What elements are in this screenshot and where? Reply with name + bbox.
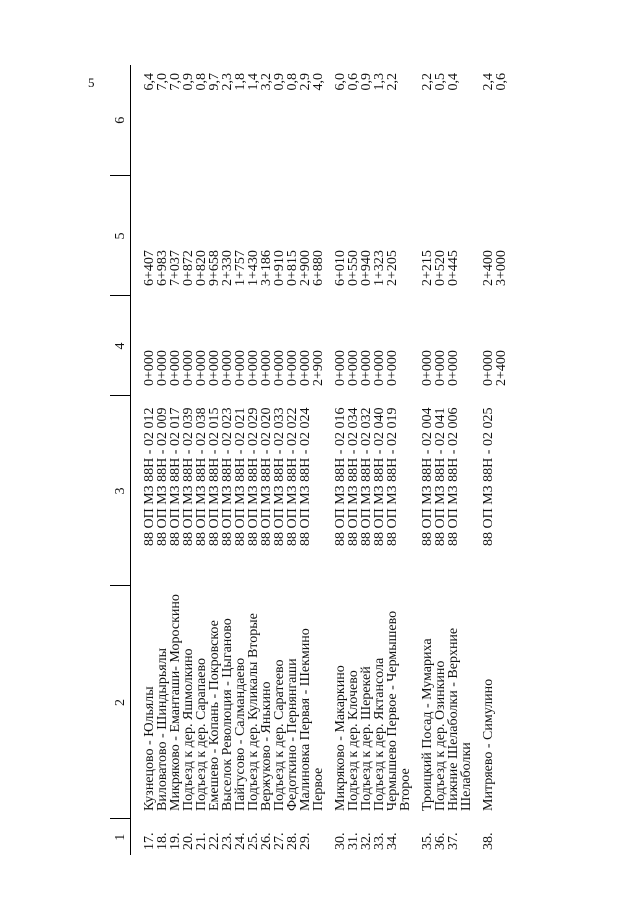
start-km: [131, 296, 157, 396]
page-number: 5: [88, 75, 95, 90]
road-code: 88 ОП МЗ 88Н - 02 022: [285, 407, 300, 546]
road-code: 88 ОП МЗ 88Н - 02 016: [333, 407, 348, 546]
road-name: Чермышево Первое - Чермышево Второе: [385, 610, 413, 811]
road-name: Виловатово - Шиндырьялы: [155, 647, 170, 811]
road-name: Митряево - Симулино: [481, 678, 496, 811]
road-name: Кузнецово - Юльялы: [142, 686, 157, 811]
row-number: 19.: [168, 832, 183, 850]
length-km-value: 0,5: [433, 73, 448, 91]
length-km-value: 6,0: [333, 73, 348, 91]
road-name: Подъезд к дер. Куликалы Вторые: [246, 613, 261, 811]
road-name: Подъезд к дер. Шерекей: [359, 666, 374, 811]
road-code: 88 ОП МЗ 88Н - 02 041: [433, 407, 448, 546]
table-body: [131, 65, 509, 855]
start-km-value: 2+900: [311, 350, 326, 386]
end-km-value: 2+900: [298, 250, 313, 286]
start-km-value: 0+000: [207, 350, 222, 386]
start-km-value: 0+000: [372, 350, 387, 386]
end-km: [473, 176, 508, 296]
row-number: 31.: [346, 832, 361, 850]
end-km: [325, 176, 347, 296]
table-row: [299, 65, 325, 855]
length-km-value: 1,4: [246, 73, 261, 91]
end-km: [447, 176, 473, 296]
road-name: Подъезд к дер. Саратеево: [272, 659, 287, 811]
start-km-value: 0+000: [233, 350, 248, 386]
length-km-value: 2,9: [298, 73, 313, 91]
end-km-value: 2+215: [420, 250, 435, 286]
length-km: [386, 65, 412, 176]
row-number: 18.: [155, 832, 170, 850]
row-number: 21.: [194, 832, 209, 850]
road-code: 88 ОП МЗ 88Н - 02 024: [298, 407, 313, 546]
start-km-value: 0+000: [155, 350, 170, 386]
end-km-value: 2+205: [385, 250, 400, 286]
row-number: 24.: [233, 832, 248, 850]
row-number: 25.: [246, 832, 261, 850]
column-header-3: 3: [110, 396, 131, 586]
header-row: [110, 65, 131, 855]
end-km: [386, 176, 412, 296]
length-km-value: 0,4: [446, 73, 461, 91]
road-name: Вержуково - Янькино: [259, 681, 274, 811]
start-km-value: 0+000: [433, 350, 448, 386]
length-km-value: 2,2: [385, 73, 400, 91]
start-km-value: 0+000: [181, 350, 196, 386]
row-number: 23.: [220, 832, 235, 850]
end-km-value: 6+880: [311, 250, 326, 286]
road-code: 88 ОП МЗ 88Н - 02 029: [246, 407, 261, 546]
end-km-value: 0+910: [272, 250, 287, 286]
table-row: [412, 65, 434, 855]
road-name: Микряково - Еманташи- Мороскино: [168, 594, 183, 811]
end-km: [131, 176, 157, 296]
road-name: Микряково - Макаркино: [333, 665, 348, 811]
length-km-value: 3,2: [259, 73, 274, 91]
row-number: 34.: [385, 832, 400, 850]
end-km-value: 3+186: [259, 250, 274, 286]
end-km-value: 7+037: [168, 250, 183, 286]
start-km: [447, 296, 473, 396]
road-name: Емешево - Копань - Покровское: [207, 620, 222, 811]
road-code: 88 ОП МЗ 88Н - 02 015: [207, 407, 222, 546]
end-km-value: 6+010: [333, 250, 348, 286]
start-km-value: 0+000: [298, 350, 313, 386]
row-number: 17.: [142, 832, 157, 850]
end-km-value: 0+815: [285, 250, 300, 286]
column-header-6: 6: [110, 65, 131, 176]
length-km-value: 0,9: [359, 73, 374, 91]
road-name: Пайгусово - Салмандаево: [233, 657, 248, 811]
rotated-page-content: [110, 65, 610, 855]
length-km-value: 2,3: [220, 73, 235, 91]
length-km: [299, 65, 325, 176]
length-km-value: 0,8: [194, 73, 209, 91]
length-km-value: 1,3: [372, 73, 387, 91]
road-name: Подъезд к дер. Яшмолкино: [181, 648, 196, 811]
table-row: [131, 65, 157, 855]
row-number: 32.: [359, 832, 374, 850]
row-number: 29.: [298, 832, 313, 850]
road-code: 88 ОП МЗ 88Н - 02 017: [168, 407, 183, 546]
end-km-value: 0+940: [359, 250, 374, 286]
start-km: [473, 296, 508, 396]
length-km-value: 0,9: [181, 73, 196, 91]
end-km-value: 0+445: [446, 250, 461, 286]
end-km-value: 9+658: [207, 250, 222, 286]
length-km: [447, 65, 473, 176]
table-row: [447, 65, 473, 855]
start-km-value: 0+000: [220, 350, 235, 386]
end-km-value: 1+757: [233, 250, 248, 286]
road-code: 88 ОП МЗ 88Н - 02 032: [359, 407, 374, 546]
column-header-2: 2: [110, 586, 131, 819]
road-code: 88 ОП МЗ 88Н - 02 004: [420, 407, 435, 546]
road-code: 88 ОП МЗ 88Н - 02 012: [142, 407, 157, 546]
road-code: 88 ОП МЗ 88Н - 02 034: [346, 407, 361, 546]
length-km-value: 0,6: [346, 73, 361, 91]
start-km-value: 0+000: [346, 350, 361, 386]
road-code: 88 ОП МЗ 88Н - 02 006: [446, 407, 461, 546]
length-km-value: 7,0: [155, 73, 170, 91]
length-km-value: 4,0: [311, 73, 326, 91]
road-name: Выселок Революция - Цыганово: [220, 618, 235, 811]
end-km-value: 0+872: [181, 250, 196, 286]
road-code: 88 ОП МЗ 88Н - 02 025: [481, 407, 496, 546]
row-number: 33.: [372, 832, 387, 850]
row-number: 37.: [446, 832, 461, 850]
length-km: [325, 65, 347, 176]
row-number: 20.: [181, 832, 196, 850]
start-km-value: 2+400: [494, 350, 509, 386]
end-km-value: 6+407: [142, 250, 157, 286]
table-row: [386, 65, 412, 855]
length-km-value: 2,4: [481, 73, 496, 91]
start-km: [299, 296, 325, 396]
length-km-value: 6,4: [142, 73, 157, 91]
end-km-value: 0+550: [346, 250, 361, 286]
road-name: Нижние Шелаболки - Верхние Шелаболки: [446, 627, 474, 811]
road-code: 88 ОП МЗ 88Н - 02 009: [155, 407, 170, 546]
table-row: [473, 65, 508, 855]
start-km-value: 0+000: [194, 350, 209, 386]
length-km-value: 1,8: [233, 73, 248, 91]
end-km-value: 2+330: [220, 250, 235, 286]
road-code: 88 ОП МЗ 88Н - 02 021: [233, 407, 248, 546]
start-km-value: 0+000: [359, 350, 374, 386]
start-km-value: 0+000: [246, 350, 261, 386]
road-name: Федоткино - Пернянгаши: [285, 658, 300, 811]
road-name: Подъезд к дер. Клочево: [346, 670, 361, 811]
row-number: 36.: [433, 832, 448, 850]
column-header-5: 5: [110, 176, 131, 296]
table-row: [325, 65, 347, 855]
start-km-value: 0+000: [481, 350, 496, 386]
end-km: [412, 176, 434, 296]
road-code: 88 ОП МЗ 88Н - 02 020: [259, 407, 274, 546]
road-code: 88 ОП МЗ 88Н - 02 039: [181, 407, 196, 546]
start-km: [412, 296, 434, 396]
length-km: [473, 65, 508, 176]
road-name: Троицкий Посад - Мумариха: [420, 638, 435, 811]
length-km-value: 9,7: [207, 73, 222, 91]
row-number: 26.: [259, 832, 274, 850]
end-km-value: 2+400: [481, 250, 496, 286]
start-km-value: 0+000: [259, 350, 274, 386]
length-km: [131, 65, 157, 176]
row-number: 27.: [272, 832, 287, 850]
start-km: [325, 296, 347, 396]
road-code: 88 ОП МЗ 88Н - 02 040: [372, 407, 387, 546]
end-km: [299, 176, 325, 296]
start-km-value: 0+000: [142, 350, 157, 386]
start-km-value: 0+000: [446, 350, 461, 386]
end-km-value: 6+983: [155, 250, 170, 286]
end-km-value: 0+820: [194, 250, 209, 286]
length-km-value: 7,0: [168, 73, 183, 91]
end-km-value: 1+430: [246, 250, 261, 286]
row-number: 30.: [333, 832, 348, 850]
length-km-value: 2,2: [420, 73, 435, 91]
road-code: 88 ОП МЗ 88Н - 02 038: [194, 407, 209, 546]
column-header-4: 4: [110, 296, 131, 396]
row-number: 38.: [481, 832, 496, 850]
road-name: Подъезд к дер. Яктансола: [372, 657, 387, 811]
length-km: [412, 65, 434, 176]
row-number: 22.: [207, 832, 222, 850]
length-km-value: 0,6: [494, 73, 509, 91]
row-number: 35.: [420, 832, 435, 850]
start-km-value: 0+000: [285, 350, 300, 386]
road-code: 88 ОП МЗ 88Н - 02 019: [385, 407, 400, 546]
end-km-value: 1+323: [372, 250, 387, 286]
end-km-value: 3+000: [494, 250, 509, 286]
end-km-value: 0+520: [433, 250, 448, 286]
row-number: 28.: [285, 832, 300, 850]
start-km-value: 0+000: [420, 350, 435, 386]
column-header-1: 1: [110, 819, 131, 855]
road-code: 88 ОП МЗ 88Н - 02 033: [272, 407, 287, 546]
start-km-value: 0+000: [168, 350, 183, 386]
start-km-value: 0+000: [385, 350, 400, 386]
start-km-value: 0+000: [333, 350, 348, 386]
road-code: 88 ОП МЗ 88Н - 02 023: [220, 407, 235, 546]
length-km-value: 0,9: [272, 73, 287, 91]
length-km-value: 0,8: [285, 73, 300, 91]
start-km-value: 0+000: [272, 350, 287, 386]
road-name: Подъезд к дер. Озинкино: [433, 660, 448, 811]
road-name: Подъезд к дер. Сарапаево: [194, 657, 209, 811]
roads-table: [110, 65, 508, 855]
road-name: Малиновка Первая - Шекмино Первое: [298, 628, 326, 811]
start-km: [386, 296, 412, 396]
